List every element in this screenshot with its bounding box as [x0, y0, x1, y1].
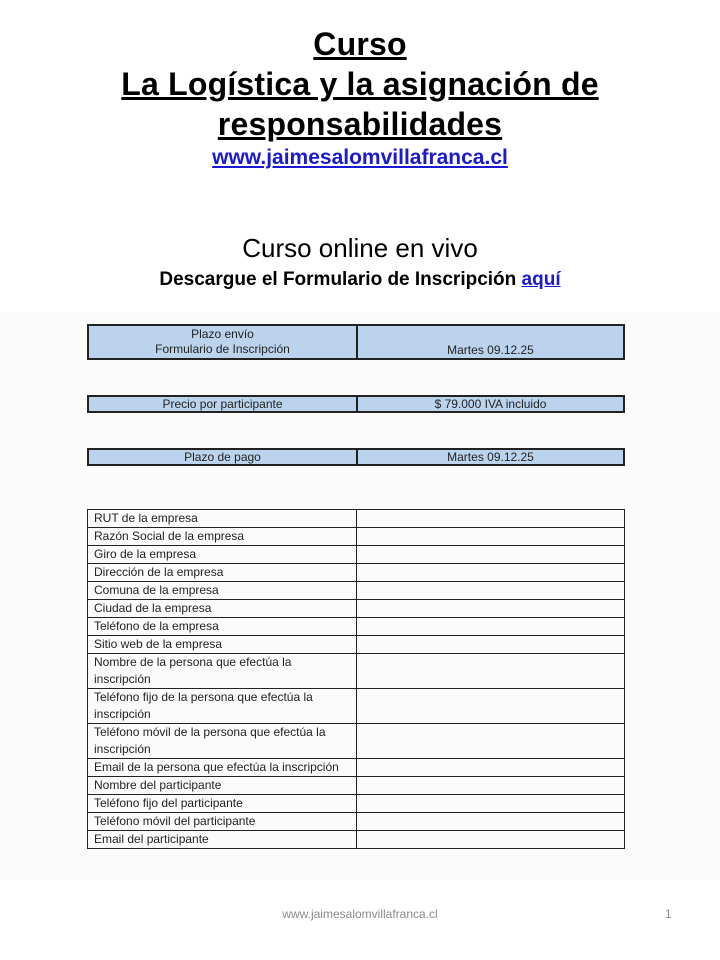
- field-label: Teléfono fijo de la persona que efectúa la inscripción: [88, 689, 357, 724]
- table-row: [88, 813, 625, 831]
- course-title-line-1: La Logística y la asignación de: [121, 66, 599, 102]
- table-row: [88, 689, 625, 724]
- field-label: Giro de la empresa: [88, 546, 357, 564]
- download-text: Descargue el Formulario de Inscripción: [159, 269, 517, 290]
- field-input[interactable]: [357, 510, 625, 528]
- subtitle-block: [0, 232, 720, 292]
- title-block: [0, 24, 720, 172]
- course-title-line-2: responsabilidades: [217, 106, 503, 142]
- price-value: $ 79.000 IVA incluido: [434, 397, 547, 411]
- field-input[interactable]: [357, 564, 625, 582]
- payment-value: Martes 09.12.25: [447, 450, 534, 464]
- field-label: Dirección de la empresa: [88, 564, 357, 582]
- field-input[interactable]: [357, 777, 625, 795]
- field-label: Razón Social de la empresa: [88, 528, 357, 546]
- table-row: [88, 759, 625, 777]
- website-link[interactable]: www.jaimesalomvillafranca.cl: [212, 146, 508, 169]
- field-input[interactable]: [357, 528, 625, 546]
- table-row: [88, 528, 625, 546]
- deadline-value: Martes 09.12.25: [447, 343, 534, 357]
- course-label: Curso: [313, 26, 407, 62]
- table-row: [88, 564, 625, 582]
- field-input[interactable]: [357, 582, 625, 600]
- page-number: 1: [665, 907, 672, 921]
- field-label: Teléfono móvil del participante: [88, 813, 357, 831]
- registration-form: [0, 312, 720, 880]
- deadline-row: [87, 324, 625, 360]
- download-line: [0, 268, 720, 292]
- field-label: Teléfono de la empresa: [88, 618, 357, 636]
- table-row: [88, 582, 625, 600]
- field-input[interactable]: [357, 831, 625, 849]
- field-label: Nombre del participante: [88, 777, 357, 795]
- field-label: Ciudad de la empresa: [88, 600, 357, 618]
- table-row: [88, 636, 625, 654]
- payment-label: Plazo de pago: [89, 450, 358, 464]
- table-row: [88, 546, 625, 564]
- field-input[interactable]: [357, 636, 625, 654]
- field-input[interactable]: [357, 654, 625, 689]
- field-input[interactable]: [357, 546, 625, 564]
- fields-table: [87, 509, 625, 849]
- table-row: [88, 724, 625, 759]
- field-label: Comuna de la empresa: [88, 582, 357, 600]
- field-input[interactable]: [357, 759, 625, 777]
- price-label: Precio por participante: [89, 397, 358, 411]
- table-row: [88, 600, 625, 618]
- field-input[interactable]: [357, 724, 625, 759]
- field-input[interactable]: [357, 813, 625, 831]
- table-row: [88, 618, 625, 636]
- table-row: [88, 795, 625, 813]
- field-label: Nombre de la persona que efectúa la inscripción: [88, 654, 357, 689]
- field-input[interactable]: [357, 618, 625, 636]
- field-label: Teléfono fijo del participante: [88, 795, 357, 813]
- field-label: RUT de la empresa: [88, 510, 357, 528]
- online-heading: Curso online en vivo: [242, 233, 478, 263]
- footer-website: www.jaimesalomvillafranca.cl: [282, 907, 438, 921]
- table-row: [88, 831, 625, 849]
- table-row: [88, 654, 625, 689]
- field-label: Email del participante: [88, 831, 357, 849]
- field-input[interactable]: [357, 689, 625, 724]
- deadline-label: Plazo envío Formulario de Inscripción: [89, 326, 358, 358]
- table-row: [88, 510, 625, 528]
- payment-row: [87, 448, 625, 466]
- field-label: Sitio web de la empresa: [88, 636, 357, 654]
- field-input[interactable]: [357, 600, 625, 618]
- download-link[interactable]: aquí: [521, 269, 561, 290]
- field-input[interactable]: [357, 795, 625, 813]
- price-row: [87, 395, 625, 413]
- field-label: Teléfono móvil de la persona que efectúa la inscripción: [88, 724, 357, 759]
- table-row: [88, 777, 625, 795]
- field-label: Email de la persona que efectúa la inscripción: [88, 759, 357, 777]
